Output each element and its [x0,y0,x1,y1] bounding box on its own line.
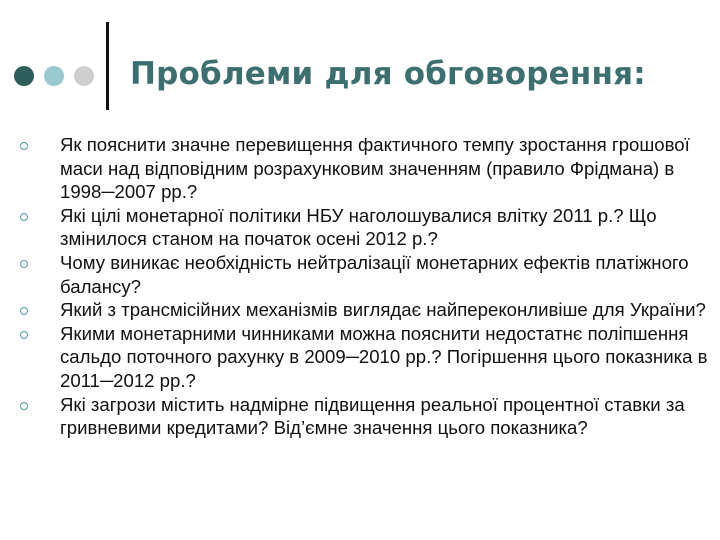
circle-bullet-icon [20,260,28,268]
question-item [18,204,708,251]
dark-teal-dot-icon [14,66,34,86]
question-text: Якими монетарними чинниками можна пояснити недостатнє поліпшення сальдо поточного рахунку в 2009─2010 рр.? Погіршення цього показника в 2011─2012 рр.? [60,322,708,391]
question-item [18,251,708,298]
circle-bullet-icon [20,307,28,315]
question-item [18,133,708,204]
question-item [18,393,708,440]
question-item [18,298,708,322]
decorative-dots [14,66,104,88]
circle-bullet-icon [20,402,28,410]
question-text: Які цілі монетарної політики НБУ наголошувалися влітку 2011 р.? Що змінилося станом на початок осені 2012 р.? [60,204,657,250]
question-item [18,322,708,393]
question-text: Які загрози містить надмірне підвищення реальної процентної ставки за гривневими кредитами? Від’ємне значення цього показника? [60,393,685,439]
light-blue-dot-icon [44,66,64,86]
slide-title: Проблеми для обговорення: [130,56,646,92]
question-list [18,133,708,440]
grey-dot-icon [74,66,94,86]
circle-bullet-icon [20,213,28,221]
circle-bullet-icon [20,331,28,339]
circle-bullet-icon [20,142,28,150]
question-text: Як пояснити значне перевищення фактичного темпу зростання грошової маси над відповідним розрахунковим значенням (правило Фрідмана) в 1998─2007 рр.? [60,134,690,203]
question-text: Чому виникає необхідність нейтралізації монетарних ефектів платіжного балансу? [60,251,689,297]
title-divider-line [106,22,109,110]
question-text: Який з трансмісійних механізмів виглядає найпереконливіше для України? [60,299,706,321]
